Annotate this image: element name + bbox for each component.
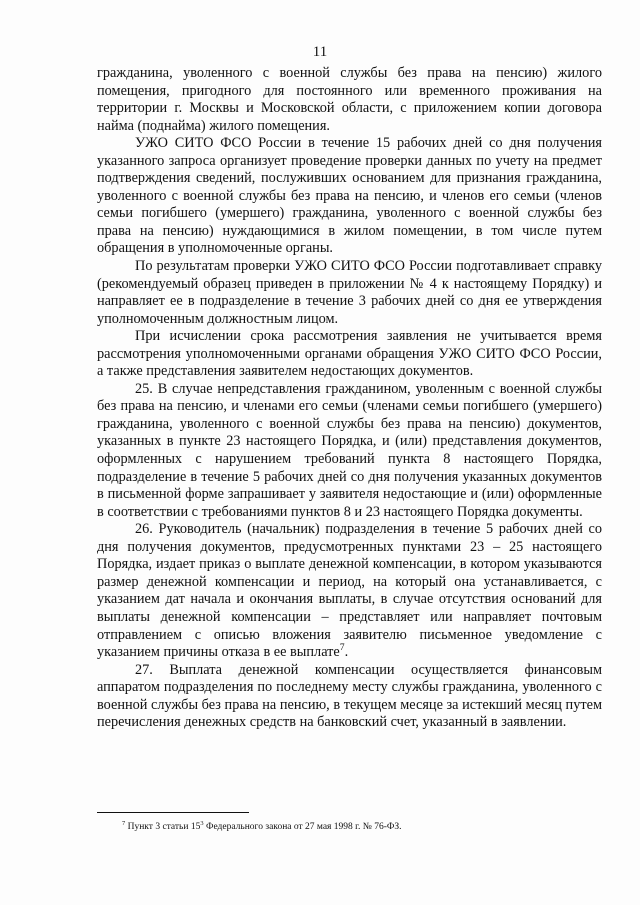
paragraph-item-26-tail: . [344,644,349,661]
footnote-marker: 7 [122,819,126,827]
footnote-superscript: 3 [200,819,204,827]
paragraph-uzho-check: УЖО СИТО ФСО России в течение 15 рабочих дней со дня получения указанного запроса организует проведение проверки данных по учету на предмет подтверждения сведений, послуживших основанием для признания гражданина, уволенного с военной службы без права на пенсию, и членов его семьи (членов семьи погибшего (умершего) гражданина, уволенного с военной службы без права на пенсию) нуждающимися в жилом помещении, в том числе путем обращения в уполномоченные органы. [97,135,602,257]
paragraph-continuation: гражданина, уволенного с военной службы без права на пенсию) жилого помещения, пригодного для постоянного или временного проживания на территории г. Москвы и Московской области, с приложением копии договора найма (поднайма) жилого помещения. [97,65,602,134]
document-body [97,65,602,732]
paragraph-check-results: По результатам проверки УЖО СИТО ФСО России подготавливает справку (рекомендуемый образец приведен в приложении № 4 к настоящему Порядку) и направляет ее в подразделение в течение 3 рабочих дней со дня ее утверждения уполномоченным должностным лицом. [97,258,602,327]
footnote-text-before: Пункт 3 статьи 15 [127,822,201,832]
paragraph-item-26-text: 26. Руководитель (начальник) подразделения в течение 5 рабочих дней со дня получения документов, предусмотренных пунктами 23 – 25 настоящего Порядка, издает приказ о выплате денежной компенсации, в котором указываются размер денежной компенсации и период, на который она устанавливается, с указанием дат начала и окончания выплаты, в случае отсутствия оснований для выплаты денежной компенсации – представляет или направляет почтовым отправлением с описью вложения заявителю письменное уведомление с указанием причины отказа в ее выплате [97,521,602,661]
paragraph-term-calculation: При исчислении срока рассмотрения заявления не учитывается время рассмотрения уполномоченными органами обращения УЖО СИТО ФСО России, а также представления заявителем недостающих документов. [97,328,602,380]
footnote-divider [97,812,249,813]
footnote [122,821,402,833]
paragraph-item-26 [97,521,602,661]
paragraph-item-25: 25. В случае непредставления гражданином, уволенным с военной службы без права на пенсию, и членами его семьи (членами семьи погибшего (умершего) гражданина, уволенного с военной службы без права на пенсию) документов, указанных в пункте 23 настоящего Порядка, и (или) представления документов, оформленных с нарушением требований пункта 8 настоящего Порядка, подразделение в течение 5 рабочих дней со дня получения указанных документов в письменной форме запрашивает у заявителя недостающие и (или) оформленные в соответствии с требованиями пунктов 8 и 23 настоящего Порядка документы. [97,380,602,520]
footnote-text-after: Федерального закона от 27 мая 1998 г. № 76-ФЗ. [203,822,402,832]
page-number: 11 [312,44,328,60]
paragraph-item-27: 27. Выплата денежной компенсации осуществляется финансовым аппаратом подразделения по последнему месту службы гражданина, уволенного с военной службы без права на пенсию, в текущем месяце за истекший месяц путем перечисления денежных средств на банковский счет, указанный в заявлении. [97,661,602,731]
footnote-reference: 7 [339,642,345,654]
